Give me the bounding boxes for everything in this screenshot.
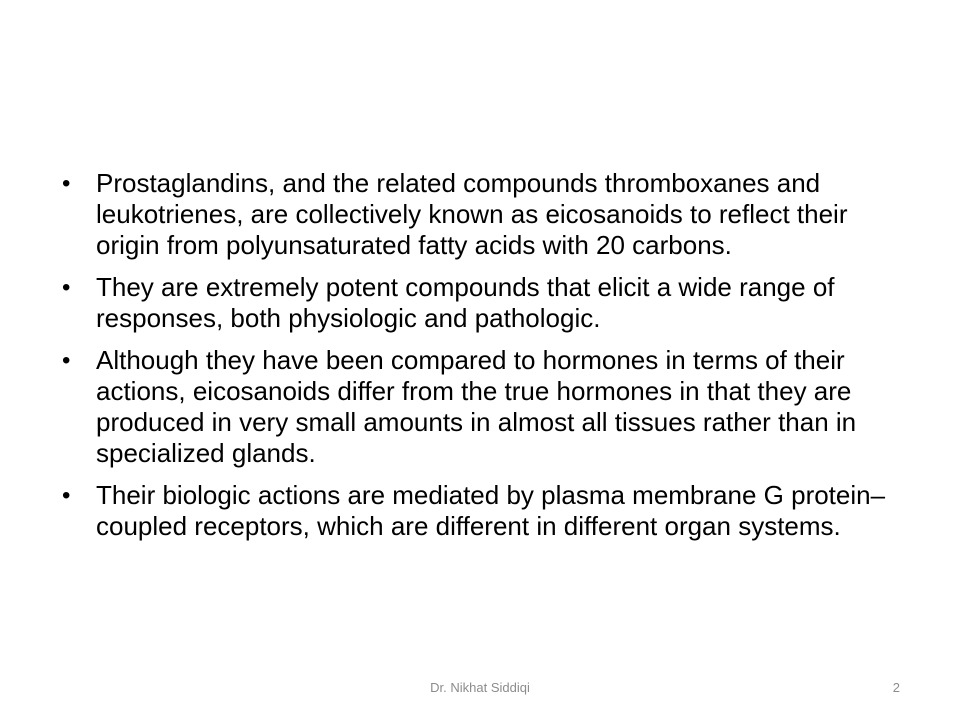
bullet-marker: •	[62, 274, 71, 301]
footer-author: Dr. Nikhat Siddiqi	[430, 680, 530, 695]
bullet-marker: •	[62, 482, 71, 509]
bullet-text: They are extremely potent compounds that elicit a wide range of responses, both physiologic and pathologic.	[96, 272, 835, 333]
bullet-list	[62, 168, 902, 542]
bullet-item	[62, 272, 902, 334]
bullet-text: Their biologic actions are mediated by plasma membrane G protein–coupled receptors, which are different in different organ systems.	[96, 480, 886, 541]
slide-content	[62, 168, 902, 553]
bullet-text: Prostaglandins, and the related compounds thromboxanes and leukotrienes, are collectively known as eicosanoids to reflect their origin from polyunsaturated fatty acids with 20 carbons.	[96, 168, 848, 260]
bullet-marker: •	[62, 170, 71, 197]
page-number: 2	[892, 680, 900, 695]
bullet-item	[62, 480, 902, 542]
bullet-marker: •	[62, 347, 71, 374]
bullet-text: Although they have been compared to hormones in terms of their actions, eicosanoids differ from the true hormones in that they are produced in very small amounts in almost all tissues rather than in specialized glands.	[96, 345, 857, 468]
bullet-item	[62, 168, 902, 261]
bullet-item	[62, 345, 902, 469]
